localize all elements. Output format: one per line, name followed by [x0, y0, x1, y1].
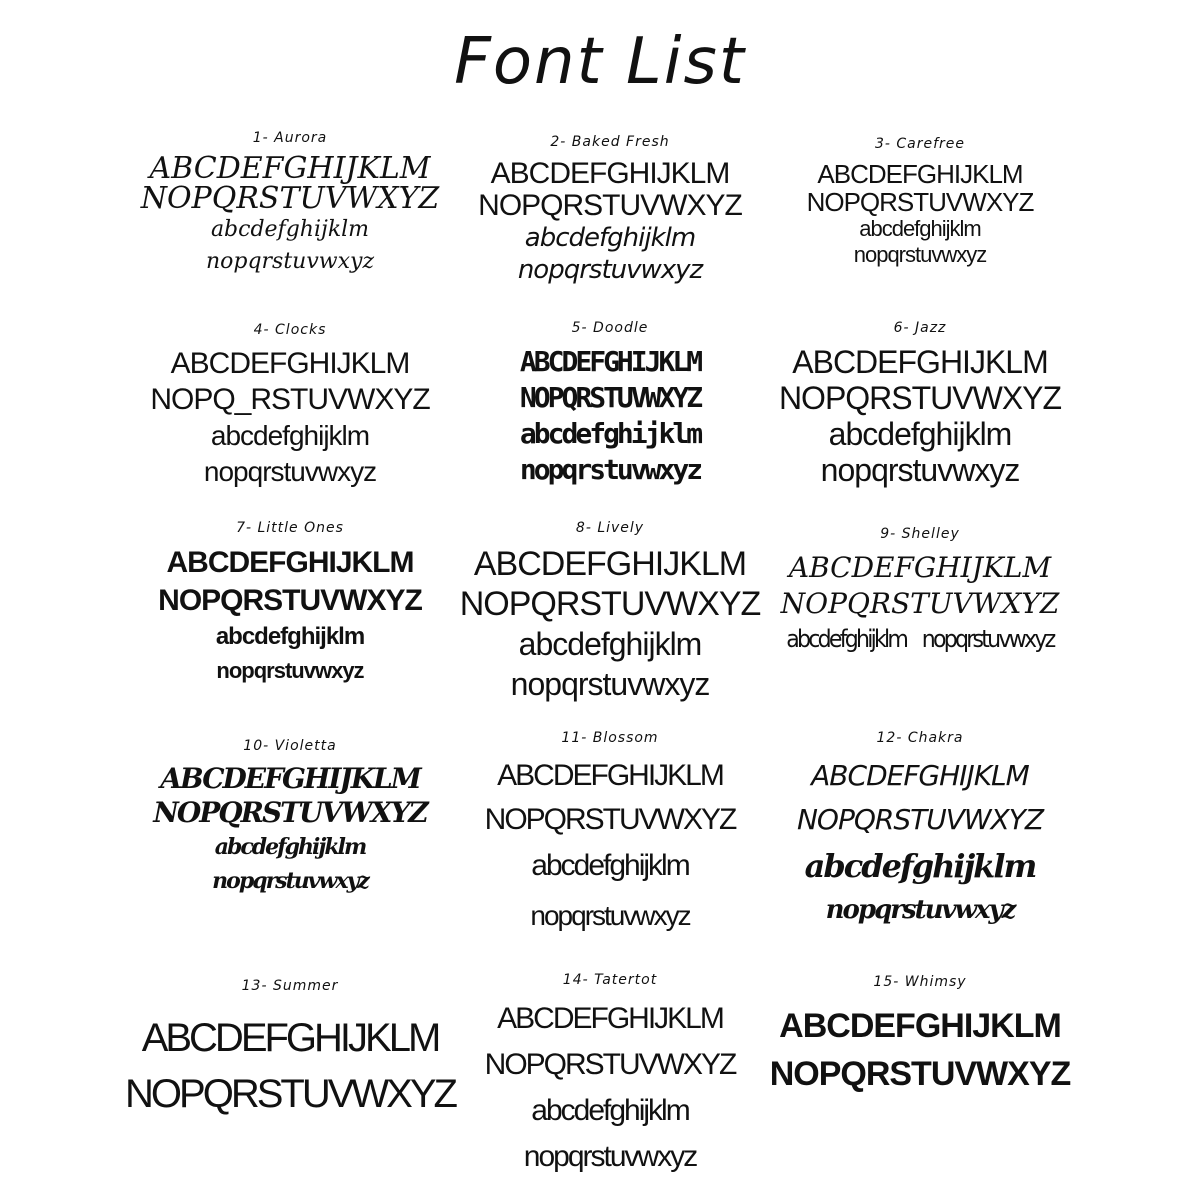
font-label: 10- Violetta [243, 738, 337, 754]
font-sample-whimsy [730, 972, 1110, 1098]
lowercase-line-2: nopqrstuvwxyz [519, 453, 701, 486]
font-label: 7- Little Ones [236, 520, 344, 536]
uppercase-line-2: NOPQRSTUVWXYZ [158, 584, 422, 617]
uppercase-line-2: NOPQRSTUVWXYZ [796, 803, 1044, 836]
lowercase-line-1: abcdefghijklm [804, 847, 1036, 885]
lowercase-line-2: nopqrstuvwxyz [517, 255, 703, 285]
uppercase-line-1: ABCDEFGHIJKLM [792, 344, 1048, 380]
font-sample-carefree [730, 134, 1110, 268]
uppercase-line-2: NOPQ_RSTUVWXYZ [150, 383, 430, 416]
uppercase-line-2: NOPQRSTUVWXYZ [519, 381, 701, 414]
font-sample-jazz [730, 318, 1110, 488]
uppercase-line-1: ABCDEFGHIJKLM [788, 551, 1052, 584]
lowercase-line-1: abcdefghijklm [210, 217, 370, 242]
font-sample-shelley [730, 524, 1110, 656]
lowercase-line-1: abcdefghijklm [215, 623, 365, 650]
font-label: 9- Shelley [880, 526, 960, 542]
uppercase-line-2: NOPQRSTUVWXYZ [769, 1055, 1071, 1093]
uppercase-line-1: ABCDEFGHIJKLM [490, 157, 730, 190]
uppercase-line-1: ABCDEFGHIJKLM [170, 347, 410, 380]
uppercase-line-2: NOPQRSTUVWXYZ [484, 1048, 736, 1081]
uppercase-line-1: ABCDEFGHIJKLM [519, 345, 701, 378]
uppercase-line-2: NOPQRSTUVWXYZ [484, 803, 736, 836]
uppercase-line-2: NOPQRSTUVWXYZ [478, 189, 742, 222]
font-label: 14- Tatertot [562, 972, 658, 988]
uppercase-line-2: NOPQRSTUVWXYZ [780, 587, 1060, 620]
uppercase-line-1: ABCDEFGHIJKLM [473, 545, 747, 583]
uppercase-line-1: ABCDEFGHIJKLM [779, 1007, 1061, 1045]
uppercase-line-1: ABCDEFGHIJKLM [817, 159, 1023, 189]
lowercase-line-2: nopqrstuvwxyz [921, 625, 1054, 653]
lowercase-line-2: nopqrstuvwxyz [216, 658, 364, 683]
lowercase-line-2: nopqrstuvwxyz [530, 900, 690, 931]
lowercase-line-1: abcdefghijklm [786, 625, 907, 653]
font-label: 3- Carefree [874, 136, 966, 152]
uppercase-line-2: NOPQRSTUVWXYZ [153, 796, 427, 829]
lowercase-line-2: nopqrstuvwxyz [205, 249, 375, 274]
font-label: 2- Baked Fresh [550, 134, 670, 150]
font-label: 1- Aurora [252, 130, 328, 146]
uppercase-line-2: NOPQRSTUVWXYZ [125, 1072, 455, 1116]
lowercase-line-2: nopqrstuvwxyz [853, 242, 987, 267]
uppercase-line-2: NOPQRSTUVWXYZ [140, 181, 440, 216]
font-label: 12- Chakra [876, 730, 964, 746]
uppercase-line-1: ABCDEFGHIJKLM [141, 1016, 439, 1060]
lowercase-line-2: nopqrstuvwxyz [510, 666, 710, 702]
lowercase-line-1: abcdefghijklm [828, 416, 1012, 452]
font-sample-chakra [730, 728, 1110, 930]
lowercase-line-2: nopqrstuvwxyz [203, 456, 377, 487]
lowercase-line-1: abcdefghijklm [524, 223, 696, 253]
font-label: 6- Jazz [893, 320, 947, 336]
uppercase-line-1: ABCDEFGHIJKLM [811, 759, 1029, 792]
lowercase-line-1: abcdefghijklm [210, 420, 370, 451]
lowercase-line-1: abcdefghijklm [859, 216, 981, 241]
uppercase-line-1: ABCDEFGHIJKLM [149, 151, 431, 186]
lowercase-line-1: abcdefghijklm [531, 849, 689, 882]
font-label: 15- Whimsy [873, 974, 967, 990]
uppercase-line-2: NOPQRSTUVWXYZ [778, 380, 1062, 416]
uppercase-line-1: ABCDEFGHIJKLM [497, 1002, 723, 1035]
font-label: 4- Clocks [253, 322, 327, 338]
page-title: Font List [454, 25, 746, 99]
uppercase-line-2: NOPQRSTUVWXYZ [459, 585, 761, 623]
lowercase-line-2: nopqrstuvwxyz [212, 868, 368, 894]
uppercase-line-2: NOPQRSTUVWXYZ [806, 187, 1034, 217]
uppercase-line-1: ABCDEFGHIJKLM [497, 759, 723, 792]
font-label: 8- Lively [575, 520, 645, 536]
lowercase-line-2: nopqrstuvwxyz [523, 1140, 697, 1173]
uppercase-line-1: ABCDEFGHIJKLM [166, 546, 414, 579]
lowercase-line-1: abcdefghijklm [518, 626, 702, 662]
lowercase-line-2: nopqrstuvwxyz [825, 895, 1015, 925]
lowercase-line-1: abcdefghijklm [531, 1094, 689, 1127]
lowercase-line-1: abcdefghijklm [214, 834, 366, 860]
lowercase-line-2: nopqrstuvwxyz [820, 452, 1020, 488]
uppercase-line-1: ABCDEFGHIJKLM [160, 762, 420, 795]
font-label: 11- Blossom [561, 730, 659, 746]
font-label: 13- Summer [241, 978, 339, 994]
font-label: 5- Doodle [571, 320, 649, 336]
lowercase-line-1: abcdefghijklm [519, 417, 701, 450]
